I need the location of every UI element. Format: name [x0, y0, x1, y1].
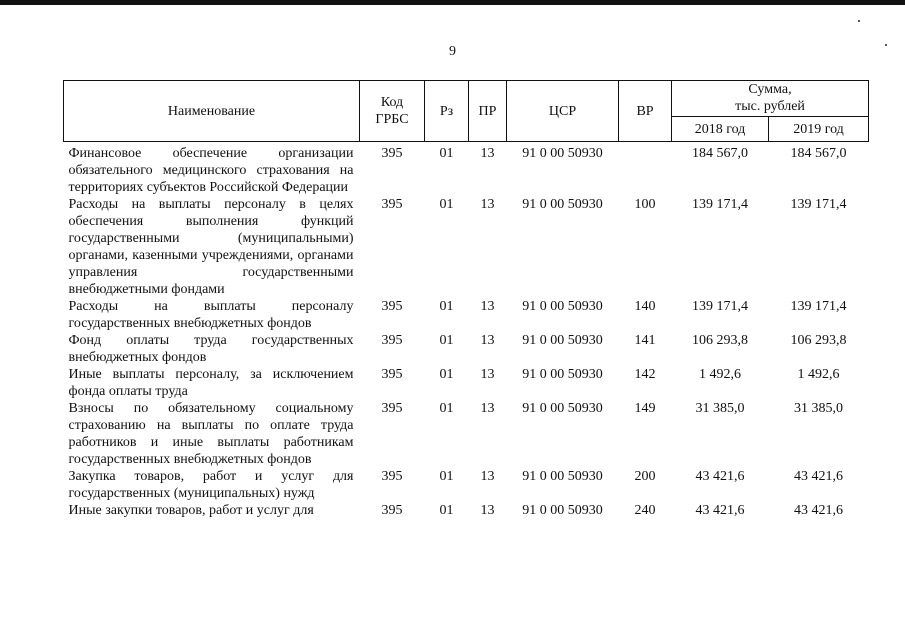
header-name: Наименование [64, 81, 360, 142]
cell-sum-2019: 43 421,6 [794, 503, 843, 518]
cell-sum-2018: 43 421,6 [695, 503, 745, 518]
cell-kod: 395 [381, 333, 403, 348]
cell-pr: 13 [480, 299, 495, 314]
cell-sum-2018: 31 385,0 [695, 401, 745, 416]
cell-vr: 200 [634, 469, 656, 484]
scan-speck [858, 20, 860, 22]
table-body [64, 142, 869, 520]
cell-rz: 01 [439, 333, 454, 348]
cell-kod: 395 [381, 197, 403, 212]
cell-kod: 395 [381, 299, 403, 314]
cell-sum-2019: 1 492,6 [797, 367, 840, 382]
cell-csr: 91 0 00 50930 [522, 367, 603, 382]
cell-kod: 395 [381, 503, 403, 518]
cell-rz: 01 [439, 197, 454, 212]
cell-rz: 01 [439, 401, 454, 416]
cell-vr: 149 [634, 401, 656, 416]
header-kod: Код ГРБС [360, 81, 425, 142]
cell-name: Фонд оплаты труда государственных внебюджетных фондов [68, 333, 354, 365]
cell-csr: 91 0 00 50930 [522, 197, 603, 212]
cell-rz: 01 [439, 469, 454, 484]
cell-sum-2019: 43 421,6 [794, 469, 843, 484]
header-vr: ВР [619, 81, 672, 142]
cell-name: Закупка товаров, работ и услуг для государственных (муниципальных) нужд [68, 469, 354, 501]
table-header [64, 81, 869, 142]
cell-pr: 13 [480, 503, 495, 518]
cell-sum-2019: 139 171,4 [790, 299, 847, 314]
cell-csr: 91 0 00 50930 [522, 401, 603, 416]
cell-sum-2018: 139 171,4 [692, 299, 748, 314]
cell-name: Расходы на выплаты персоналу в целях обеспечения выполнения функций государственными (муниципальными) органами, казенными учреждениями, органами управления государственными внебюджетными фондами [68, 197, 354, 297]
cell-sum-2019: 106 293,8 [790, 333, 847, 348]
cell-vr: 140 [634, 299, 656, 314]
page-number: 9 [449, 44, 456, 59]
cell-pr: 13 [480, 333, 495, 348]
cell-vr: 141 [634, 333, 656, 348]
scan-top-edge [0, 0, 905, 5]
cell-sum-2019: 139 171,4 [790, 197, 847, 212]
cell-kod: 395 [381, 146, 403, 161]
header-year-2018: 2018 год [672, 117, 769, 142]
cell-pr: 13 [480, 146, 495, 161]
header-rz: Рз [425, 81, 469, 142]
cell-vr: 240 [634, 503, 656, 518]
cell-sum-2018: 43 421,6 [695, 469, 745, 484]
table-row [64, 468, 869, 502]
table-row [64, 196, 869, 298]
cell-csr: 91 0 00 50930 [522, 469, 603, 484]
table-row [64, 502, 869, 519]
table-row [64, 298, 869, 332]
budget-table [63, 80, 869, 519]
table-row [64, 400, 869, 468]
cell-csr: 91 0 00 50930 [522, 146, 603, 161]
cell-csr: 91 0 00 50930 [522, 333, 603, 348]
cell-csr: 91 0 00 50930 [522, 503, 603, 518]
header-sum [672, 81, 869, 117]
cell-kod: 395 [381, 469, 403, 484]
cell-name: Иные выплаты персоналу, за исключением фонда оплаты труда [68, 367, 354, 399]
cell-sum-2018: 184 567,0 [692, 146, 748, 161]
table-row [64, 142, 869, 197]
cell-csr: 91 0 00 50930 [522, 299, 603, 314]
cell-name: Финансовое обеспечение организации обязательного медицинского страхования на территориях субъектов Российской Федерации [68, 146, 354, 195]
cell-name: Взносы по обязательному социальному страхованию на выплаты по оплате труда работников и иные выплаты работникам государственных внебюджетных фондов [68, 401, 354, 467]
cell-kod: 395 [381, 401, 403, 416]
cell-rz: 01 [439, 299, 454, 314]
cell-sum-2018: 106 293,8 [692, 333, 748, 348]
cell-pr: 13 [480, 401, 495, 416]
cell-vr: 142 [634, 367, 656, 382]
cell-pr: 13 [480, 367, 495, 382]
cell-sum-2019: 31 385,0 [794, 401, 843, 416]
table-row [64, 366, 869, 400]
cell-name: Расходы на выплаты персоналу государственных внебюджетных фондов [68, 299, 354, 331]
header-year-2019: 2019 год [769, 117, 869, 142]
header-csr: ЦСР [507, 81, 619, 142]
cell-sum-2019: 184 567,0 [790, 146, 847, 161]
cell-kod: 395 [381, 367, 403, 382]
cell-pr: 13 [480, 469, 495, 484]
header-sum-line2: тыс. рублей [735, 99, 805, 114]
cell-sum-2018: 1 492,6 [699, 367, 741, 382]
cell-name: Иные закупки товаров, работ и услуг для [68, 503, 314, 518]
cell-rz: 01 [439, 146, 454, 161]
cell-rz: 01 [439, 367, 454, 382]
cell-vr [619, 142, 672, 197]
cell-sum-2018: 139 171,4 [692, 197, 748, 212]
header-sum-line1: Сумма, [748, 82, 792, 97]
header-pr: ПР [469, 81, 507, 142]
cell-pr: 13 [480, 197, 495, 212]
cell-rz: 01 [439, 503, 454, 518]
cell-vr: 100 [634, 197, 656, 212]
table-row [64, 332, 869, 366]
